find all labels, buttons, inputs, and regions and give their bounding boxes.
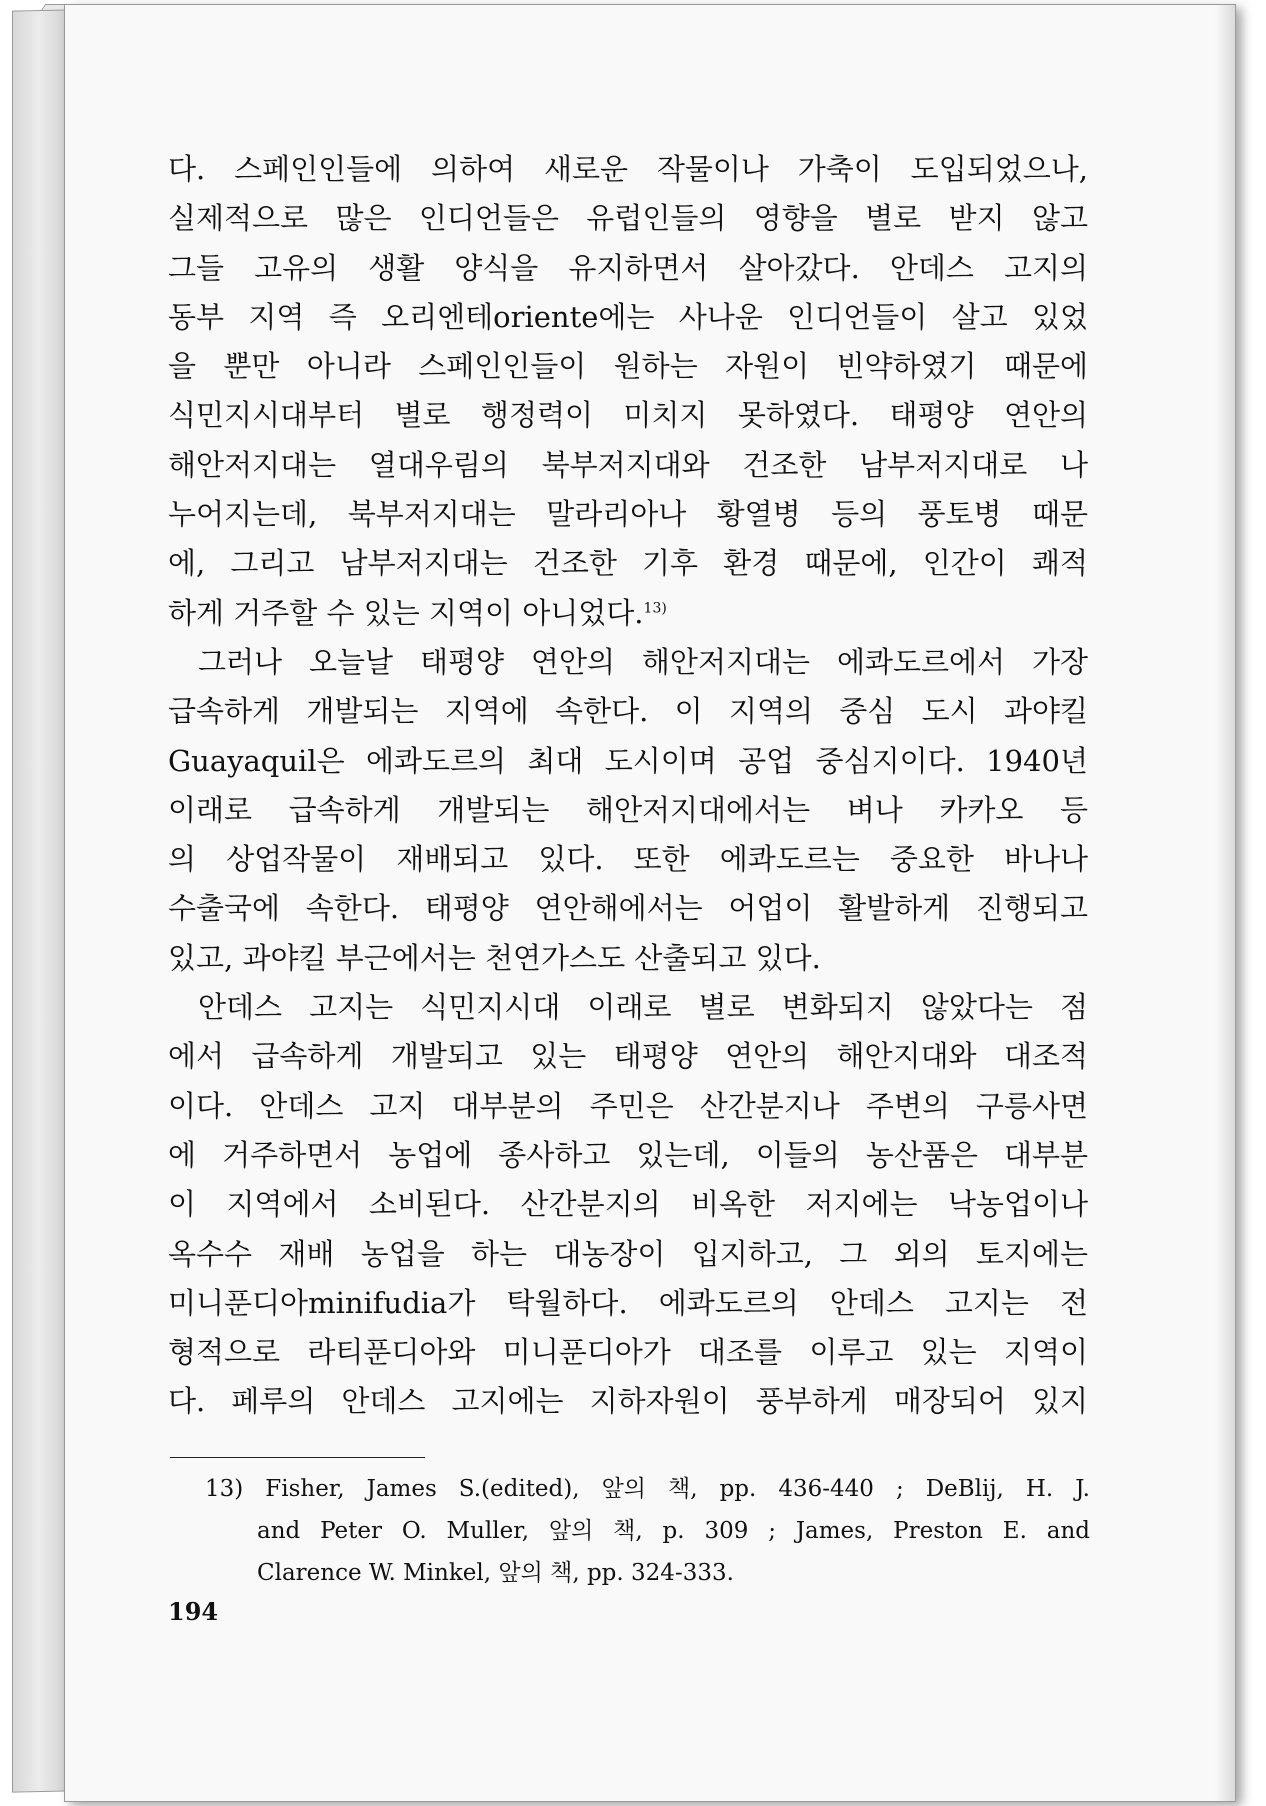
text-line <box>168 1230 1088 1279</box>
text-line-content: 의 상업작물이 재배되고 있다. 또한 에콰도르는 중요한 바나나 <box>168 842 1088 877</box>
text-line-content: 형적으로 라티푼디아와 미니푼디아가 대조를 이루고 있는 지역이 <box>168 1335 1088 1370</box>
text-line <box>168 1180 1088 1229</box>
text-line-content: 이 지역에서 소비된다. 산간분지의 비옥한 저지에는 낙농업이나 <box>168 1187 1088 1222</box>
text-line <box>168 342 1088 391</box>
text-line <box>168 835 1088 884</box>
text-line-content: 에, 그리고 남부저지대는 건조한 기후 환경 때문에, 인간이 쾌적 <box>168 546 1088 581</box>
text-line <box>168 934 1088 983</box>
text-line-content: 옥수수 재배 농업을 하는 대농장이 입지하고, 그 외의 토지에는 <box>168 1236 1088 1271</box>
text-line <box>168 737 1088 786</box>
text-line-content: 있고, 과야킬 부근에서는 천연가스도 산출되고 있다. <box>168 940 821 975</box>
text-line <box>168 194 1088 243</box>
text-line-content: Guayaquil은 에콰도르의 최대 도시이며 공업 중심지이다. 1940년 <box>168 743 1088 778</box>
page-edge-shadow <box>1215 5 1235 1801</box>
text-line <box>168 1279 1088 1328</box>
text-line-content: 하게 거주할 수 있는 지역이 아니었다. <box>168 595 644 630</box>
text-line-content: 그러나 오늘날 태평양 연안의 해안저지대는 에콰도르에서 가장 <box>198 644 1088 679</box>
footnote-line: 13) Fisher, James S.(edited), 앞의 책, pp. 436-440 ; DeBlij, H. J. <box>205 1476 1090 1502</box>
text-line-content: 다. 스페인인들에 의하여 새로운 작물이나 가축이 도입되었으나, <box>168 152 1088 186</box>
text-line-content: 안데스 고지는 식민지시대 이래로 별로 변화되지 않았다는 점 <box>198 990 1088 1025</box>
footnote-divider <box>170 1457 425 1458</box>
body-text <box>168 145 1088 1427</box>
text-line-content: 다. 페루의 안데스 고지에는 지하자원이 풍부하게 매장되어 있지 <box>168 1384 1088 1419</box>
text-line-content: 수출국에 속한다. 태평양 연안해에서는 어업이 활발하게 진행되고 <box>168 891 1088 926</box>
text-line-content: 미니푼디아minifudia가 탁월하다. 에콰도르의 안데스 고지는 전 <box>168 1285 1088 1320</box>
text-line <box>168 145 1088 194</box>
text-line <box>168 1032 1088 1081</box>
text-line <box>168 687 1088 736</box>
text-line-content: 그들 고유의 생활 양식을 유지하면서 살아갔다. 안데스 고지의 <box>168 250 1088 285</box>
footnote-line: and Peter O. Muller, 앞의 책, p. 309 ; James, Preston E. and <box>257 1518 1090 1544</box>
text-line <box>168 1328 1088 1377</box>
text-line <box>168 589 1088 638</box>
text-line-content: 을 뿐만 아니라 스페인인들이 원하는 자원이 빈약하였기 때문에 <box>168 349 1088 384</box>
text-line <box>168 1131 1088 1180</box>
footnote-reference: 13) <box>643 600 667 617</box>
page-number: 194 <box>168 1597 219 1626</box>
text-line-content: 에 거주하면서 농업에 종사하고 있는데, 이들의 농산품은 대부분 <box>168 1137 1088 1172</box>
text-line-content: 식민지시대부터 별로 행정력이 미치지 못하였다. 태평양 연안의 <box>168 398 1088 433</box>
text-line <box>168 293 1088 342</box>
text-line <box>168 244 1088 293</box>
text-line <box>168 884 1088 933</box>
text-line <box>168 1377 1088 1426</box>
text-line <box>168 391 1088 440</box>
text-line-content: 실제적으로 많은 인디언들은 유럽인들의 영향을 별로 받지 않고 <box>168 201 1088 236</box>
text-line <box>168 983 1088 1032</box>
text-line <box>168 441 1088 490</box>
text-line <box>168 490 1088 539</box>
text-line-content: 해안저지대는 열대우림의 북부저지대와 건조한 남부저지대로 나 <box>168 447 1088 482</box>
text-line <box>168 1082 1088 1131</box>
text-line-content: 에서 급속하게 개발되고 있는 태평양 연안의 해안지대와 대조적 <box>168 1039 1088 1074</box>
text-line-content: 이다. 안데스 고지 대부분의 주민은 산간분지나 주변의 구릉사면 <box>168 1088 1088 1123</box>
text-line-content: 이래로 급속하게 개발되는 해안저지대에서는 벼나 카카오 등 <box>168 792 1088 827</box>
text-line-content: 급속하게 개발되는 지역에 속한다. 이 지역의 중심 도시 과야킬 <box>168 694 1088 729</box>
footnotes <box>205 1468 1090 1594</box>
text-line <box>168 638 1088 687</box>
footnote-line: Clarence W. Minkel, 앞의 책, pp. 324-333. <box>257 1560 734 1586</box>
book-spine <box>12 9 72 1792</box>
text-line-content: 누어지는데, 북부저지대는 말라리아나 황열병 등의 풍토병 때문 <box>168 497 1088 532</box>
text-line <box>168 786 1088 835</box>
text-line-content: 동부 지역 즉 오리엔테oriente에는 사나운 인디언들이 살고 있었 <box>168 299 1088 334</box>
text-line <box>168 539 1088 588</box>
